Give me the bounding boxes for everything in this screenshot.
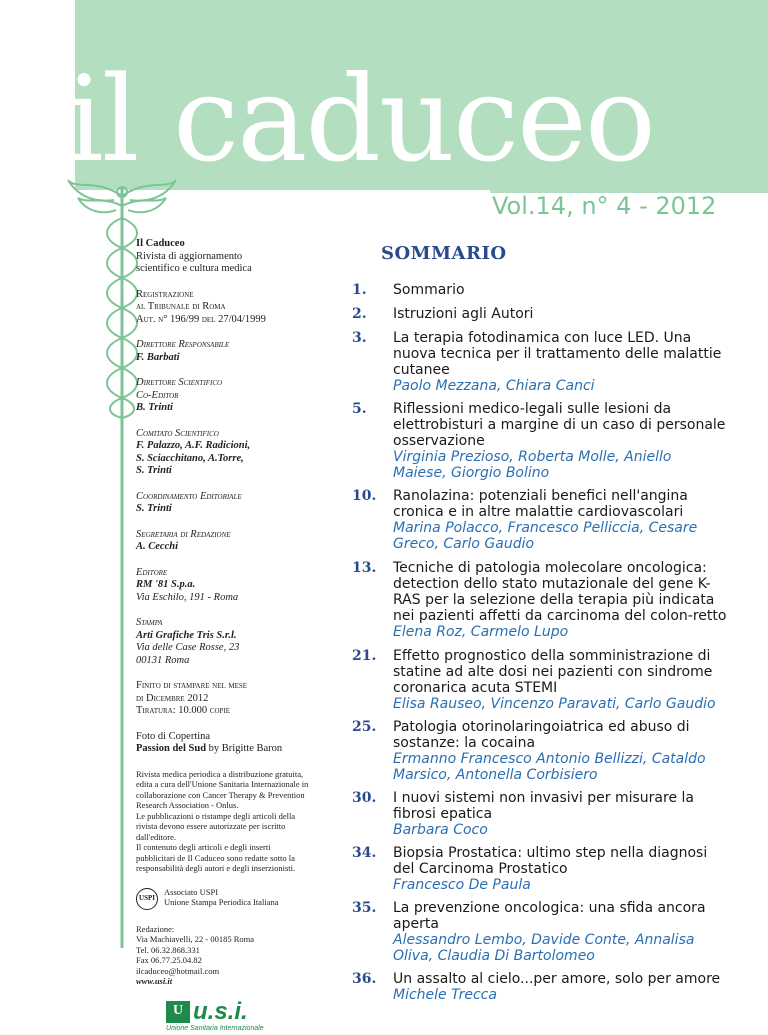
registration-line-2: al Tribunale di Roma <box>136 301 226 312</box>
toc-entry-body <box>393 306 727 322</box>
colophon-title: Il Caduceo <box>136 238 185 249</box>
usi-logo-subtitle: Unione Sanitaria Internazionale <box>166 1023 311 1035</box>
tiratura: Tiratura: 10.000 copie <box>136 705 230 716</box>
coeditor-label: Co-Editor <box>136 390 178 401</box>
colophon-subtitle-2: scientifico e cultura medica <box>136 263 252 274</box>
redazione-address: Via Machiavelli, 22 - 00185 Roma <box>136 934 254 944</box>
toc-entry[interactable] <box>352 719 727 783</box>
toc-entry-title: Riflessioni medico-legali sulle lesioni da elettrobisturi a margine di un caso di personale osservazione <box>393 401 727 449</box>
toc-entry[interactable] <box>352 330 727 394</box>
comitato-line-2: S. Sciacchitano, A.Torre, <box>136 453 244 464</box>
redazione-email[interactable]: ilcaduceo@hotmail.com <box>136 966 219 976</box>
editore-address: Via Eschilo, 191 - Roma <box>136 592 238 603</box>
redazione-website[interactable]: www.usi.it <box>136 976 172 986</box>
toc-entry-body <box>393 560 727 640</box>
toc-page-number: 10. <box>352 488 393 552</box>
toc-entry-title: I nuovi sistemi non invasivi per misurare la fibrosi epatica <box>393 790 727 822</box>
segr-name: A. Cecchi <box>136 541 178 552</box>
toc-entry[interactable] <box>352 648 727 712</box>
stampa-address-2: 00131 Roma <box>136 655 189 666</box>
toc-entry-body <box>393 790 727 838</box>
redazione-tel: Tel. 06.32.868.331 <box>136 945 200 955</box>
note-1: Rivista medica periodica a distribuzione gratuita, edita a cura dell'Unione Sanitaria Internazionale in collaborazione con Cancer Therapy & Prevention Research Association - Onlus. <box>136 769 308 811</box>
toc-page-number: 34. <box>352 845 393 893</box>
assoc-line-1: Associato USPI <box>164 887 218 897</box>
redazione-label: Redazione: <box>136 924 174 934</box>
toc-page-number: 30. <box>352 790 393 838</box>
toc-entry[interactable] <box>352 900 727 964</box>
dir-resp-label: Direttore Responsabile <box>136 339 229 350</box>
toc-entry-title: Un assalto al cielo...per amore, solo per amore <box>393 971 727 987</box>
header-band-gap <box>0 0 75 190</box>
toc-page-number: 5. <box>352 401 393 481</box>
toc-entry-title: La terapia fotodinamica con luce LED. Una nuova tecnica per il trattamento delle malattie cutanee <box>393 330 727 378</box>
table-of-contents <box>352 282 727 1003</box>
comitato-line-3: S. Trinti <box>136 465 172 476</box>
toc-entry-authors: Alessandro Lembo, Davide Conte, Annalisa Oliva, Claudia Di Bartolomeo <box>393 932 727 964</box>
masthead-title: il caduceo <box>66 60 654 178</box>
coord-label: Coordinamento Editoriale <box>136 491 242 502</box>
redazione-fax: Fax 06.77.25.04.82 <box>136 955 202 965</box>
toc-entry-body <box>393 401 727 481</box>
comitato-label: Comitato Scientifico <box>136 428 219 439</box>
foto-label: Foto di Copertina <box>136 731 210 742</box>
colophon-subtitle-1: Rivista di aggiornamento <box>136 251 242 262</box>
registration-line-3: Aut. n° 196/99 del 27/04/1999 <box>136 314 266 325</box>
toc-entry-authors: Marina Polacco, Francesco Pelliccia, Cesare Greco, Carlo Gaudio <box>393 520 727 552</box>
toc-entry-authors: Barbara Coco <box>393 822 727 838</box>
stampa-address-1: Via delle Case Rosse, 23 <box>136 642 239 653</box>
uspi-association <box>136 887 311 910</box>
volume-label: Vol.14, n° 4 - 2012 <box>492 192 716 220</box>
toc-entry-body <box>393 488 727 552</box>
editore-name: RM '81 S.p.a. <box>136 579 195 590</box>
toc-entry-authors: Elena Roz, Carmelo Lupo <box>393 624 727 640</box>
toc-entry-body <box>393 900 727 964</box>
usi-logo-text: u.s.i. <box>193 1001 248 1023</box>
toc-entry[interactable] <box>352 845 727 893</box>
toc-entry-title: Istruzioni agli Autori <box>393 306 727 322</box>
toc-entry-authors: Ermanno Francesco Antonio Bellizzi, Cataldo Marsico, Antonella Corbisiero <box>393 751 727 783</box>
finito-line-1: Finito di stampare nel mese <box>136 680 247 691</box>
stampa-label: Stampa <box>136 617 162 628</box>
toc-entry-title: La prevenzione oncologica: una sfida ancora aperta <box>393 900 727 932</box>
toc-entry-title: Sommario <box>393 282 727 298</box>
dir-sci-name: B. Trinti <box>136 402 173 413</box>
toc-page-number: 3. <box>352 330 393 394</box>
toc-entry-title: Ranolazina: potenziali benefici nell'angina cronica e in altre malattie cardiovascolari <box>393 488 727 520</box>
toc-entry[interactable] <box>352 790 727 838</box>
toc-entry-title: Effetto prognostico della somministrazione di statine ad alte dosi nei pazienti con sindrome coronarica acuta STEMI <box>393 648 727 696</box>
toc-page-number: 13. <box>352 560 393 640</box>
comitato-line-1: F. Palazzo, A.F. Radicioni, <box>136 440 250 451</box>
toc-entry-title: Tecniche di patologia molecolare oncologica: detection dello stato mutazionale del gene K-RAS per la selezione della terapia più indicata nei pazienti affetti da carcinoma del colon-retto <box>393 560 727 624</box>
dir-resp-name: F. Barbati <box>136 352 180 363</box>
toc-entry-authors: Paolo Mezzana, Chiara Canci <box>393 378 727 394</box>
usi-logo-icon: U <box>166 1001 190 1023</box>
toc-page-number: 35. <box>352 900 393 964</box>
toc-entry-authors: Michele Trecca <box>393 987 727 1003</box>
toc-page-number: 36. <box>352 971 393 1003</box>
toc-page-number: 1. <box>352 282 393 298</box>
toc-page-number: 21. <box>352 648 393 712</box>
uspi-logo-icon: USPI <box>136 888 158 910</box>
finito-line-2: di Dicembre 2012 <box>136 693 208 704</box>
toc-entry-body <box>393 330 727 394</box>
toc-entry-title: Biopsia Prostatica: ultimo step nella diagnosi del Carcinoma Prostatico <box>393 845 727 877</box>
editore-label: Editore <box>136 567 167 578</box>
note-2: Le pubblicazioni o ristampe degli articoli della rivista devono essere autorizzate per iscritto dall'editore. <box>136 811 295 842</box>
colophon <box>136 238 311 1035</box>
stampa-name: Arti Grafiche Tris S.r.l. <box>136 630 237 641</box>
toc-entry-body <box>393 282 727 298</box>
registration-line-1: Registrazione <box>136 289 194 300</box>
usi-logo <box>166 1001 311 1023</box>
toc-entry[interactable] <box>352 401 727 481</box>
toc-entry[interactable] <box>352 488 727 552</box>
toc-entry-title: Patologia otorinolaringoiatrica ed abuso di sostanze: la cocaina <box>393 719 727 751</box>
toc-entry[interactable] <box>352 971 727 1003</box>
sommario-heading: SOMMARIO <box>381 243 507 264</box>
segr-label: Segretaria di Redazione <box>136 529 231 540</box>
coord-name: S. Trinti <box>136 503 172 514</box>
foto-by: by Brigitte Baron <box>206 743 282 754</box>
toc-entry-body <box>393 971 727 1003</box>
toc-entry-authors: Virginia Prezioso, Roberta Molle, Aniello Maiese, Giorgio Bolino <box>393 449 727 481</box>
toc-entry[interactable] <box>352 282 727 298</box>
toc-entry[interactable] <box>352 560 727 640</box>
toc-entry[interactable] <box>352 306 727 322</box>
toc-entry-body <box>393 719 727 783</box>
toc-entry-body <box>393 845 727 893</box>
toc-entry-authors: Francesco De Paula <box>393 877 727 893</box>
toc-entry-authors: Elisa Rauseo, Vincenzo Paravati, Carlo Gaudio <box>393 696 727 712</box>
toc-page-number: 2. <box>352 306 393 322</box>
note-3: Il contenuto degli articoli e degli inserti pubblicitari de Il Caduceo sono redatte sotto la responsabilità degli autori e degli inserzionisti. <box>136 842 295 873</box>
dir-sci-label: Direttore Scientifico <box>136 377 222 388</box>
foto-title: Passion del Sud <box>136 743 206 754</box>
assoc-line-2: Unione Stampa Periodica Italiana <box>164 897 278 907</box>
toc-page-number: 25. <box>352 719 393 783</box>
toc-entry-body <box>393 648 727 712</box>
